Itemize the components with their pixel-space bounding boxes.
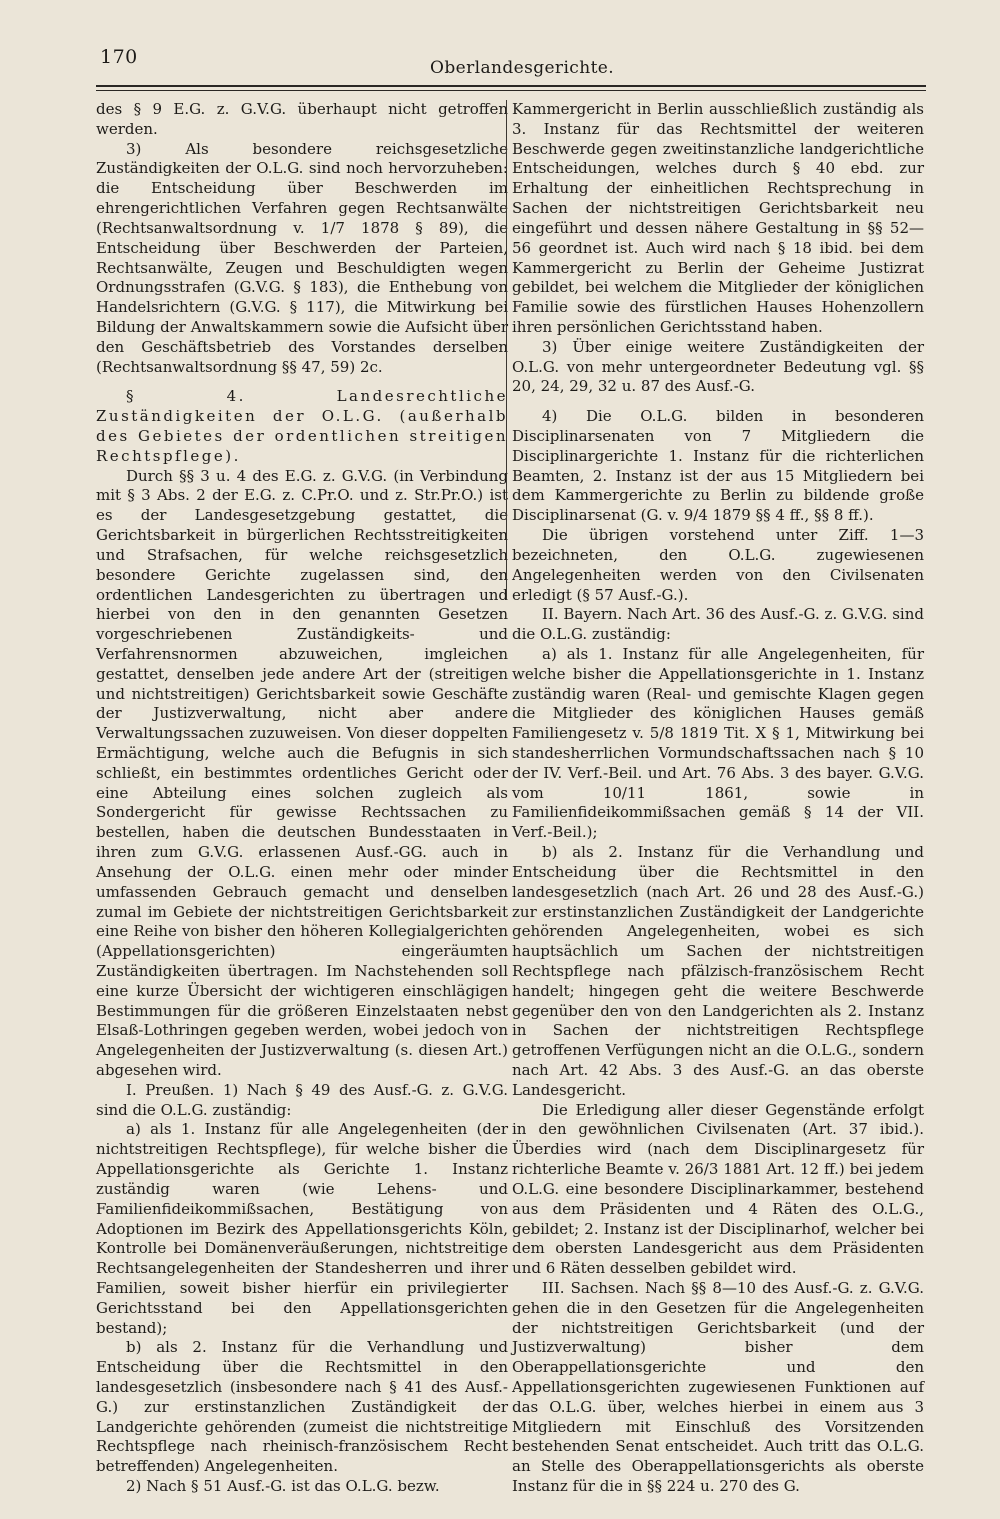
paragraph: b) als 2. Instanz für die Verhandlung und Entscheidung über die Rechtsmittel in den landesgesetzlich (insbesondere nach § 41 des Ausf.-G.) zur erstinstanzlichen Zuständigkeit der Landgerichte gehörenden (zumeist die nichtstreitige Rechtspflege nach rheinisch-französischem Recht betreffenden) Angelegenheiten. — [96, 1338, 508, 1476]
paragraph: II. Bayern. Nach Art. 36 des Ausf.-G. z. G.V.G. sind die O.L.G. zuständig: — [512, 605, 924, 644]
paragraph: 4) Die O.L.G. bilden in besonderen Disciplinarsenaten von 7 Mitgliedern die Disciplinargerichte 1. Instanz für die richterlichen Beamten, 2. Instanz ist der aus 15 Mitgliedern bei dem Kammergerichte zu Berlin zu bildende große Disciplinarsenat (G. v. 9/4 1879 §§ 4 ff., §§ 8 ff.). — [512, 407, 924, 525]
paragraph: Die Erledigung aller dieser Gegenstände erfolgt in den gewöhnlichen Civilsenaten (Art. 37 ibid.). Überdies wird (nach dem Disciplinargesetz für richterliche Beamte v. 26/3 1881 Art. 12 ff.) bei jedem O.L.G. eine besondere Disciplinarkammer, bestehend aus dem Präsidenten und 4 Räten des O.L.G., gebildet; 2. Instanz ist der Disciplinarhof, welcher bei dem obersten Landesgericht aus dem Präsidenten und 6 Räten desselben gebildet wird. — [512, 1100, 924, 1278]
paragraph: b) als 2. Instanz für die Verhandlung und Entscheidung über die Rechtsmittel in den landesgesetzlich (nach Art. 26 und 28 des Ausf.-G.) zur erstinstanzlichen Zuständigkeit der Landgerichte gehörenden Angelegenheiten, wobei es sich hauptsächlich um Sachen der nichtstreitigen Rechtspflege nach pfälzisch-französischem Recht handelt; hingegen geht die weitere Beschwerde gegenüber den von den Landgerichten als 2. Instanz in Sachen der nichtstreitigen Rechtspflege getroffenen Verfügungen nicht an die O.L.G., sondern nach Art. 42 Abs. 3 des Ausf.-G. an das oberste Landesgericht. — [512, 843, 924, 1099]
paragraph: a) als 1. Instanz für alle Angelegenheiten, für welche bisher die Appellationsgerichte in 1. Instanz zuständig waren (Real- und gemischte Klagen gegen die Mitglieder des königlichen Hauses gemäß Familiengesetz v. 5/8 1819 Tit. X § 1, Mitwirkung bei standesherrlichen Vormundschaftssachen nach § 10 der IV. Verf.-Beil. und Art. 76 Abs. 3 des bayer. G.V.G. vom 10/11 1861, sowie in Familienfideikommißsachen gemäß § 14 der VII. Verf.-Beil.); — [512, 644, 924, 842]
column-divider — [506, 100, 507, 600]
paragraph: Die übrigen vorstehend unter Ziff. 1—3 bezeichneten, den O.L.G. zugewiesenen Angelegenheiten werden von den Civilsenaten erledigt (§ 57 Ausf.-G.). — [512, 526, 924, 604]
paragraph: 2) Nach § 51 Ausf.-G. ist das O.L.G. bezw. — [126, 1477, 440, 1496]
section-heading: § 4. Landesrechtliche Zuständigkeiten der O.L.G. (außerhalb des Gebietes der ordentlichen streitigen Rechtspflege). — [96, 387, 508, 465]
header-rule — [96, 85, 926, 91]
paragraph: 3) Als besondere reichsgesetzliche Zuständigkeiten der O.L.G. sind noch hervorzuheben: die Entscheidung über Beschwerden im ehrengerichtlichen Verfahren gegen Rechtsanwälte (Rechtsanwaltsordnung v. 1/7 1878 § 89), die Entscheidung über Beschwerden der Parteien, Rechtsanwälte, Zeugen und Beschuldigten wegen Ordnungsstrafen (G.V.G. § 183), die Enthebung von Handelsrichtern (G.V.G. § 117), die Mitwirkung bei Bildung der Anwaltskammern sowie die Aufsicht über den Geschäftsbetrieb des Vorstandes derselben (Rechtsanwaltsordnung §§ 47, 59) 2c. — [96, 139, 508, 376]
left-column — [96, 100, 508, 1497]
paragraph: Durch §§ 3 u. 4 des E.G. z. G.V.G. (in Verbindung mit § 3 Abs. 2 der E.G. z. C.Pr.O. und z. Str.Pr.O.) ist es der Landesgesetzgebung gestattet, die Gerichtsbarkeit in bürgerlichen Rechtsstreitigkeiten und Strafsachen, für welche reichsgesetzlich besondere Gerichte zugelassen sind, den ordentlichen Landesgerichten zu übertragen und hierbei von den in den genannten Gesetzen vorgeschriebenen Zuständigkeits- und Verfahrensnormen abzuweichen, imgleichen gestattet, denselben jede andere Art der (streitigen und nichtstreitigen) Gerichtsbarkeit sowie Geschäfte der Justizverwaltung, nicht aber andere Verwaltungssachen zuzuweisen. Von dieser doppelten Ermächtigung, welche auch die Befugnis in sich schließt, ein bestimmtes ordentliches Gericht oder eine Abteilung eines solchen zugleich als Sondergericht für gewisse Rechtssachen zu bestellen, haben die deutschen Bundesstaaten in ihren zum G.V.G. erlassenen Ausf.-GG. auch in Ansehung der O.L.G. einen mehr oder minder umfassenden Gebrauch gemacht und denselben zumal im Gebiete der nichtstreitigen Gerichtsbarkeit eine Reihe von bisher den höheren Kollegialgerichten (Appellationsgerichten) eingeräumten Zuständigkeiten übertragen. Im Nachstehenden soll eine kurze Übersicht der wichtigeren einschlägigen Bestimmungen für die größeren Einzelstaaten nebst Elsaß-Lothringen gegeben werden, wobei jedoch von Angelegenheiten der Justizverwaltung (s. diesen Art.) abgesehen wird. — [96, 466, 508, 1079]
page-number: 170 — [100, 46, 138, 68]
paragraph: 3) Über einige weitere Zuständigkeiten der O.L.G. von mehr untergeordneter Bedeutung vgl. §§ 20, 24, 29, 32 u. 87 des Ausf.-G. — [512, 337, 924, 396]
paragraph: I. Preußen. 1) Nach § 49 des Ausf.-G. z. G.V.G. sind die O.L.G. zuständig: — [96, 1080, 508, 1119]
right-column — [512, 100, 924, 1497]
running-title: Oberlandesgerichte. — [430, 58, 615, 78]
paragraph: a) als 1. Instanz für alle Angelegenheiten (der nichtstreitigen Rechtspflege), für welche bisher die Appellationsgerichte als Gerichte 1. Instanz zuständig waren (wie Lehens- und Familienfideikommißsachen, Bestätigung von Adoptionen im Bezirk des Appellationsgerichts Köln, Kontrolle bei Domänenveräußerungen, nichtstreitige Rechtsangelegenheiten der Standesherren und ihrer Familien, soweit bisher hierfür ein privilegierter Gerichtsstand bei den Appellationsgerichten bestand); — [96, 1120, 508, 1337]
paragraph: III. Sachsen. Nach §§ 8—10 des Ausf.-G. z. G.V.G. gehen die in den Gesetzen für die Angelegenheiten der nichtstreitigen Gerichtsbarkeit (und der Justizverwaltung) bisher dem Oberappellationsgerichte und den Appellationsgerichten zugewiesenen Funktionen auf das O.L.G. über, welches hierbei in einem aus 3 Mitgliedern mit Einschluß des Vorsitzenden bestehenden Senat entscheidet. Auch tritt das O.L.G. an Stelle des Oberappellationsgerichts als oberste Instanz für die in §§ 224 u. 270 des G. — [512, 1278, 924, 1496]
paragraph: des § 9 E.G. z. G.V.G. überhaupt nicht getroffen werden. — [96, 100, 508, 138]
paragraph: Kammergericht in Berlin ausschließlich zuständig als 3. Instanz für das Rechtsmittel der weiteren Beschwerde gegen zweitinstanzliche landgerichtliche Entscheidungen, welches durch § 40 ebd. zur Erhaltung der einheitlichen Rechtsprechung in Sachen der nichtstreitigen Gerichtsbarkeit neu eingeführt und dessen nähere Gestaltung in §§ 52—56 geordnet ist. Auch wird nach § 18 ibid. bei dem Kammergericht zu Berlin der Geheime Justizrat gebildet, bei welchem die Mitglieder der königlichen Familie sowie des fürstlichen Hauses Hohenzollern ihren persönlichen Gerichtsstand haben. — [512, 100, 924, 336]
